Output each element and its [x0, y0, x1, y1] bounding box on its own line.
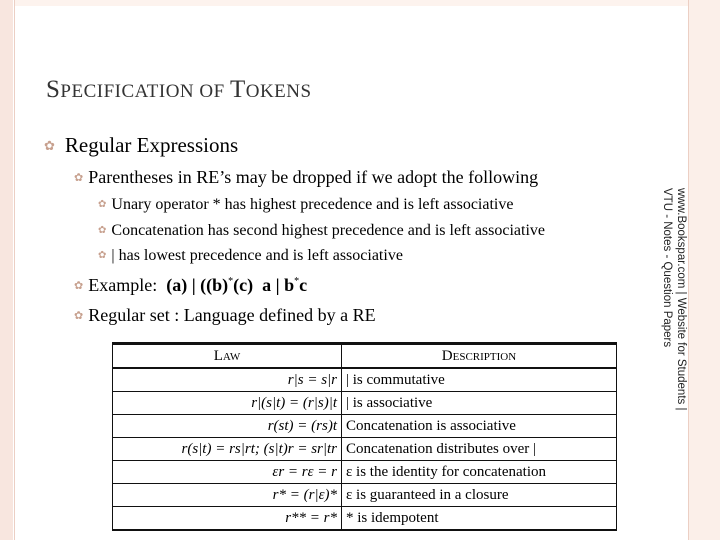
bullet-icon: ✿ — [74, 172, 84, 184]
description-cell: | is commutative — [342, 368, 617, 392]
header-law: Law — [113, 344, 342, 369]
law-cell: r* = (r|ε)* — [113, 484, 342, 507]
table-header-row — [113, 344, 617, 369]
bullet-icon: ✿ — [74, 280, 84, 292]
law-cell: r|s = s|r — [113, 368, 342, 392]
left-frame-line — [14, 0, 15, 540]
regular-set-text: Regular set : Language defined by a RE — [88, 305, 376, 325]
law-cell: r** = r* — [113, 507, 342, 531]
table-row — [113, 415, 617, 438]
regular-set-bullet — [74, 305, 376, 326]
header-description: Description — [342, 344, 617, 369]
law-cell: r(s|t) = rs|rt; (s|t)r = sr|tr — [113, 438, 342, 461]
law-cell: r|(s|t) = (r|s)|t — [113, 392, 342, 415]
bullet-icon: ✿ — [74, 310, 84, 322]
table-row — [113, 461, 617, 484]
law-table — [112, 342, 617, 531]
law-cell: εr = rε = r — [113, 461, 342, 484]
bullet-icon: ✿ — [98, 250, 107, 261]
side-watermark-line2: VTU - Notes - Question Papers — [661, 188, 673, 348]
heading-bullet — [44, 133, 238, 158]
rule-item: ✿ | has lowest precedence and is left associative — [98, 247, 403, 264]
intro-text: Parentheses in RE’s may be dropped if we adopt the following — [88, 167, 539, 187]
table-row — [113, 484, 617, 507]
rule-item: ✿ Unary operator * has highest precedence and is left associative — [98, 196, 514, 213]
table-row — [113, 368, 617, 392]
example-label: Example: — [88, 275, 158, 295]
example-bullet: ✿ Example: (a) | ((b)*(c) a | b*c — [74, 275, 308, 295]
description-cell: * is idempotent — [342, 507, 617, 531]
bullet-icon: ✿ — [98, 225, 107, 236]
table-row — [113, 507, 617, 531]
side-watermark-line1: www.Bookspar.com | Website for Students | — [675, 188, 687, 411]
bullet-icon: ✿ — [98, 199, 107, 210]
bullet-icon: ✿ — [44, 138, 55, 153]
top-frame-band — [15, 0, 688, 6]
side-watermark — [661, 188, 692, 411]
law-cell: r(st) = (rs)t — [113, 415, 342, 438]
slide-title: SPECIFICATION OF TOKENS — [46, 76, 312, 103]
heading-text: Regular Expressions — [64, 133, 239, 157]
right-frame-band — [688, 0, 720, 540]
rule-item: ✿ Concatenation has second highest precedence and is left associative — [98, 222, 546, 239]
left-frame-band — [0, 0, 13, 540]
description-cell: ε is guaranteed in a closure — [342, 484, 617, 507]
table-row — [113, 392, 617, 415]
description-cell: Concatenation is associative — [342, 415, 617, 438]
description-cell: ε is the identity for concatenation — [342, 461, 617, 484]
table-row — [113, 438, 617, 461]
description-cell: Concatenation distributes over | — [342, 438, 617, 461]
description-cell: | is associative — [342, 392, 617, 415]
intro-bullet — [74, 167, 538, 188]
